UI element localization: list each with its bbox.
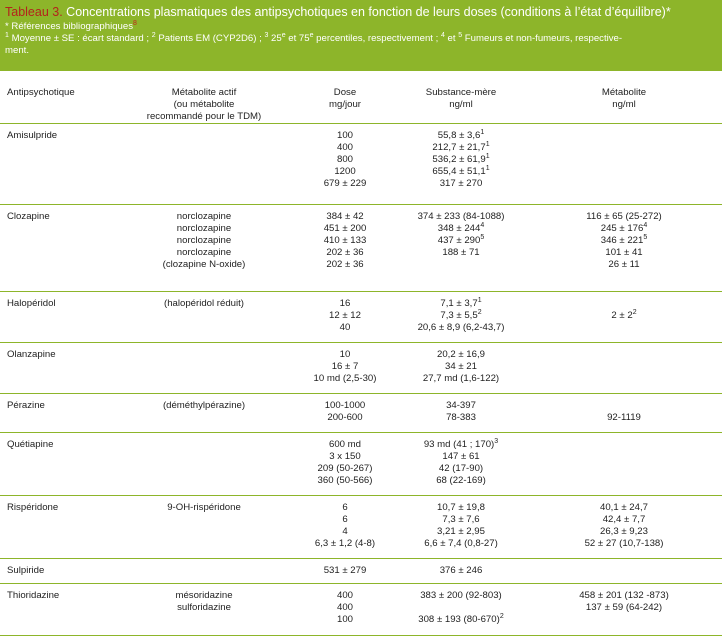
cell-dose: 531 ± 279 <box>323 565 367 576</box>
cell-antipsychotique: Sulpiride <box>7 565 45 576</box>
cell-substance-mere: $7,1 \pm 3,7^1$ $7,3 \pm 5,5^2$ 20,6 ± 8,9 (6,2-43,7) <box>417 296 505 333</box>
table-row <box>0 205 722 292</box>
note-legend: $^1$ Moyenne ± SE : écart standard ; $^2$ Patients EM (CYP2D6) ; $^3$ 25e et 75e percentiles, respectivement ; $^4$ et $^5$ Fumeurs et non-fumeurs, respective- <box>5 31 623 44</box>
cell-substance-mere: 383 ± 200 (92-803) 308 ± 193 $(80-670)^2$ <box>418 590 504 625</box>
table-notes <box>5 21 716 57</box>
header-dose: Dose mg/jour <box>294 71 396 124</box>
table-caption <box>0 0 722 71</box>
cell-substance-mere: 34-397 78-383 <box>446 400 476 423</box>
cell-metabolite-actif: mésoridazine sulforidazine <box>175 590 233 613</box>
cell-dose: 384 ± 42 451 ± 200 410 ± 133 202 ± 36 202 ± 36 <box>323 211 367 270</box>
cell-substance-mere: $55,8 \pm 3,6^1$ $212,7 \pm 21,7^1$ $536,2 \pm 61,9^1$ $655,4 \pm 51,1^1$ 317 ± 270 <box>432 128 490 189</box>
cell-metabolite-actif <box>114 433 294 496</box>
table-title-text: Concentrations plasmatiques des antipsychotiques en fonction de leurs doses (conditions à l’état d’équilibre)* <box>62 5 671 19</box>
header-metabolite-conc: Métabolite ng/ml <box>526 71 722 124</box>
table-row <box>0 124 722 205</box>
cell-substance-mere: 376 ± 246 <box>439 565 483 576</box>
cell-antipsychotique: Amisulpride <box>7 130 58 141</box>
table-title <box>5 5 716 20</box>
cell-dose: 100 400 800 1200 679 ± 229 <box>323 130 367 189</box>
cell-metabolite-conc <box>526 124 722 205</box>
cell-substance-mere: 10,7 ± 19,8 7,3 ± 7,6 3,21 ± 2,95 6,6 ± 7,4 (0,8-27) <box>424 502 498 549</box>
table-row <box>0 394 722 433</box>
reference-superscript: 8 <box>133 19 137 27</box>
cell-antipsychotique: Pérazine <box>7 400 45 411</box>
cell-metabolite-conc <box>526 343 722 394</box>
cell-dose: 10 16 ± 7 10 md (2,5-30) <box>313 349 377 384</box>
header-metabolite-actif: Métabolite actif (ou métabolite recommandé pour le TDM) <box>114 71 294 124</box>
table-row <box>0 584 722 636</box>
cell-substance-mere: 20,2 ± 16,9 34 ± 21 27,7 md (1,6-122) <box>422 349 500 384</box>
table-row <box>0 292 722 343</box>
table-header-row <box>0 71 722 124</box>
cell-dose: 400 400 100 <box>336 590 353 625</box>
cell-antipsychotique: Olanzapine <box>7 349 56 360</box>
cell-dose: 16 12 ± 12 40 <box>329 298 361 333</box>
cell-metabolite-conc: 92-1119 <box>607 412 641 423</box>
antipsychotics-table <box>0 71 722 636</box>
cell-antipsychotique: Halopéridol <box>7 298 56 309</box>
cell-metabolite-actif: norclozapine norclozapine norclozapine norclozapine (clozapine N-oxide) <box>162 211 246 270</box>
note-references: * Références bibliographiques$^8$ <box>5 19 137 32</box>
cell-metabolite-actif: (halopéridol réduit) <box>164 298 244 309</box>
cell-metabolite-conc: 458 ± 201 (132 -873) 137 ± 59 (64-242) <box>579 590 669 613</box>
cell-metabolite-conc: $2 \pm 2^2$ <box>611 308 637 321</box>
cell-substance-mere: 93 md (41 ; 170)$^3$ 147 ± 61 42 (17-90) 68 (22-169) <box>423 437 499 486</box>
cell-metabolite-conc <box>526 433 722 496</box>
table-row <box>0 433 722 496</box>
table-row <box>0 559 722 584</box>
cell-metabolite-conc <box>526 559 722 584</box>
cell-metabolite-conc: 40,1 ± 24,7 42,4 ± 7,7 26,3 ± 9,23 52 ± 27 (10,7-138) <box>584 502 664 549</box>
cell-metabolite-conc: 116 ± 65 (25-272) $245 \pm 176^4$ $346 \pm 221^5$ 101 ± 41 26 ± 11 <box>586 211 662 270</box>
cell-dose: 100-1000 200-600 <box>324 400 366 423</box>
header-antipsychotique: Antipsychotique <box>0 71 114 124</box>
cell-metabolite-actif <box>114 124 294 205</box>
table-row <box>0 343 722 394</box>
table-row <box>0 496 722 559</box>
cell-antipsychotique: Clozapine <box>7 211 50 222</box>
cell-metabolite-actif: 9-OH-rispéridone <box>167 502 241 513</box>
cell-antipsychotique: Thioridazine <box>7 590 60 601</box>
cell-dose: 600 md 3 x 150 209 (50-267) 360 (50-566) <box>317 439 373 486</box>
note-legend-end: ment. <box>5 45 29 56</box>
cell-antipsychotique: Rispéridone <box>7 502 59 513</box>
cell-dose: 6 6 4 6,3 ± 1,2 (4-8) <box>314 502 376 549</box>
header-substance-mere: Substance-mère ng/ml <box>396 71 526 124</box>
cell-antipsychotique: Quétiapine <box>7 439 54 450</box>
cell-metabolite-actif <box>114 343 294 394</box>
cell-substance-mere: 374 ± 233 (84-1088) $348 \pm 244^4$ $437 \pm 290^5$ 188 ± 71 <box>417 211 505 258</box>
cell-metabolite-actif <box>114 559 294 584</box>
table-label: Tableau 3. <box>5 5 63 19</box>
cell-metabolite-actif: (déméthylpérazine) <box>162 400 246 411</box>
